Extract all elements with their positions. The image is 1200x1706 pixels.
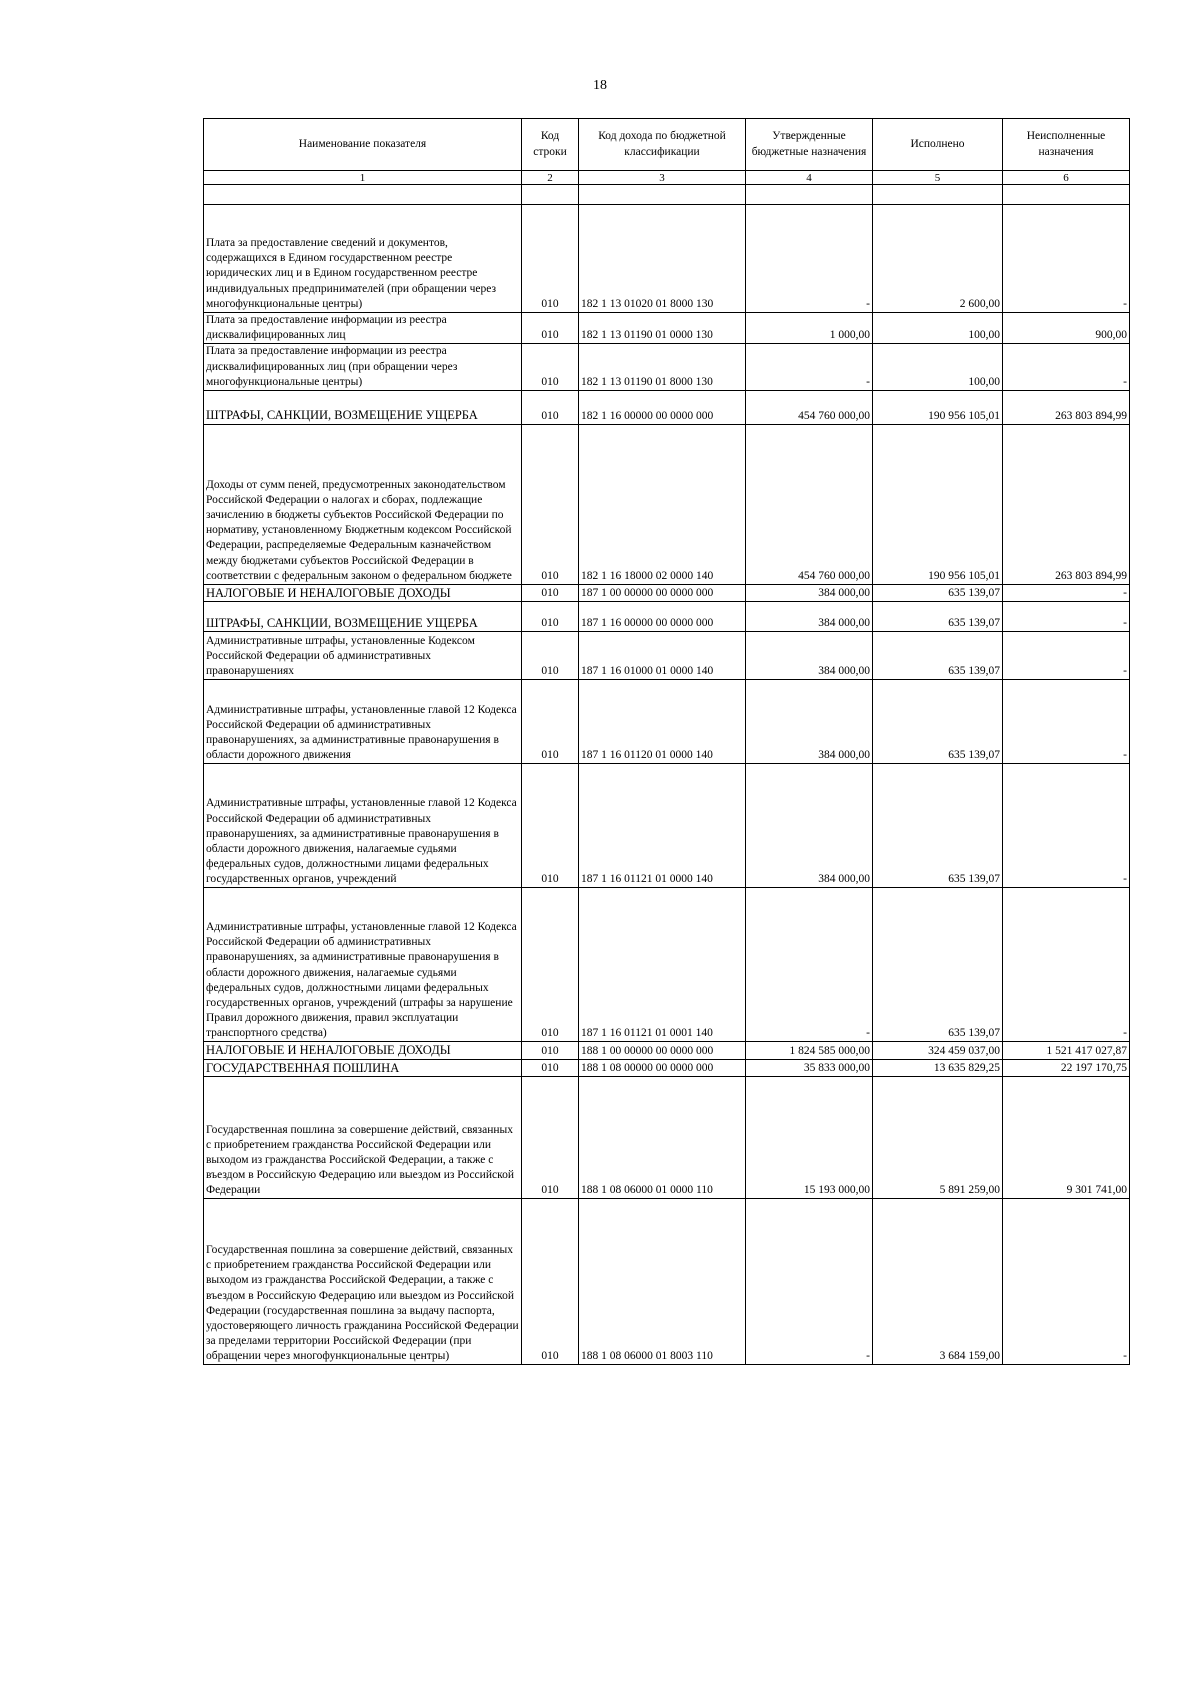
row-indicator-name: Административные штрафы, установленные Кодексом Российской Федерации об административных правонарушениях	[204, 632, 522, 680]
column-number: 2	[522, 171, 579, 185]
row-line-code: 010	[522, 1042, 579, 1060]
table-row	[204, 680, 1130, 764]
column-number: 3	[579, 171, 746, 185]
row-line-code: 010	[522, 764, 579, 888]
table-row	[204, 1042, 1130, 1060]
row-budget-code: 187 1 16 00000 00 0000 000	[579, 602, 746, 632]
row-executed: 190 956 105,01	[873, 424, 1003, 584]
row-executed: 5 891 259,00	[873, 1077, 1003, 1199]
column-number: 6	[1003, 171, 1130, 185]
table-row	[204, 888, 1130, 1042]
column-number: 5	[873, 171, 1003, 185]
row-approved: -	[746, 344, 873, 391]
row-approved: 384 000,00	[746, 680, 873, 764]
row-approved: 454 760 000,00	[746, 424, 873, 584]
header-line-code: Код строки	[522, 119, 579, 171]
row-indicator-name: Доходы от сумм пеней, предусмотренных законодательством Российской Федерации о налогах и сборах, подлежащие зачислению в бюджеты субъектов Российской Федерации по нормативу, установленному Бюджетным кодексом Российской Федерации, распределяемые Федеральным казначейством между бюджетами субъектов Российской Федерации в соответствии с федеральным законом о федеральном бюджете	[204, 424, 522, 584]
row-executed: 635 139,07	[873, 584, 1003, 602]
row-approved: 35 833 000,00	[746, 1059, 873, 1077]
row-executed: 635 139,07	[873, 764, 1003, 888]
row-approved: 384 000,00	[746, 632, 873, 680]
header-row	[204, 119, 1130, 171]
row-budget-code: 187 1 00 00000 00 0000 000	[579, 584, 746, 602]
row-approved: 1 824 585 000,00	[746, 1042, 873, 1060]
row-unexecuted: -	[1003, 888, 1130, 1042]
row-approved: 384 000,00	[746, 602, 873, 632]
row-approved: 384 000,00	[746, 584, 873, 602]
spacer-cell	[522, 185, 579, 205]
row-line-code: 010	[522, 584, 579, 602]
row-unexecuted: 263 803 894,99	[1003, 424, 1130, 584]
header-approved-assignments: Утвержденные бюджетные назначения	[746, 119, 873, 171]
row-indicator-name: ГОСУДАРСТВЕННАЯ ПОШЛИНА	[204, 1059, 522, 1077]
table-row	[204, 1077, 1130, 1199]
row-indicator-name: Плата за предоставление сведений и документов, содержащихся в Едином государственном реестре юридических лиц и в Едином государственном реестре индивидуальных предпринимателей (при обращении через многофункциональные центры)	[204, 205, 522, 313]
row-line-code: 010	[522, 680, 579, 764]
row-budget-code: 187 1 16 01121 01 0001 140	[579, 888, 746, 1042]
row-executed: 190 956 105,01	[873, 390, 1003, 424]
row-executed: 635 139,07	[873, 602, 1003, 632]
row-executed: 635 139,07	[873, 888, 1003, 1042]
row-budget-code: 187 1 16 01121 01 0000 140	[579, 764, 746, 888]
spacer-cell	[204, 185, 522, 205]
row-indicator-name: ШТРАФЫ, САНКЦИИ, ВОЗМЕЩЕНИЕ УЩЕРБА	[204, 602, 522, 632]
row-line-code: 010	[522, 602, 579, 632]
table-row	[204, 1199, 1130, 1365]
row-approved: -	[746, 1199, 873, 1365]
row-line-code: 010	[522, 1077, 579, 1199]
row-indicator-name: Государственная пошлина за совершение действий, связанных с приобретением гражданства Российской Федерации или выходом из гражданства Российской Федерации, а также с въездом в Российскую Федерацию или выездом из Российской Федерации (государственная пошлина за выдачу паспорта, удостоверяющего личность гражданина Российской Федерации за пределами территории Российской Федерации (при обращении через многофункциональные центры)	[204, 1199, 522, 1365]
row-executed: 2 600,00	[873, 205, 1003, 313]
row-approved: 384 000,00	[746, 764, 873, 888]
row-indicator-name: Административные штрафы, установленные главой 12 Кодекса Российской Федерации об административных правонарушениях, за административные правонарушения в области дорожного движения	[204, 680, 522, 764]
spacer-row	[204, 185, 1130, 205]
row-budget-code: 182 1 13 01190 01 8000 130	[579, 344, 746, 391]
row-executed: 13 635 829,25	[873, 1059, 1003, 1077]
row-line-code: 010	[522, 205, 579, 313]
row-indicator-name: НАЛОГОВЫЕ И НЕНАЛОГОВЫЕ ДОХОДЫ	[204, 1042, 522, 1060]
row-executed: 635 139,07	[873, 632, 1003, 680]
row-executed: 635 139,07	[873, 680, 1003, 764]
header-unexecuted-assignments: Неисполненные назначения	[1003, 119, 1130, 171]
row-unexecuted: -	[1003, 632, 1130, 680]
spacer-cell	[873, 185, 1003, 205]
page-number: 18	[593, 78, 607, 93]
header-budget-classification-code: Код дохода по бюджетной классификации	[579, 119, 746, 171]
row-approved: -	[746, 888, 873, 1042]
row-budget-code: 188 1 08 06000 01 8003 110	[579, 1199, 746, 1365]
budget-execution-table	[203, 118, 1130, 1365]
row-budget-code: 182 1 16 18000 02 0000 140	[579, 424, 746, 584]
table-row	[204, 764, 1130, 888]
row-unexecuted: 1 521 417 027,87	[1003, 1042, 1130, 1060]
row-executed: 100,00	[873, 344, 1003, 391]
row-unexecuted: -	[1003, 344, 1130, 391]
row-indicator-name: НАЛОГОВЫЕ И НЕНАЛОГОВЫЕ ДОХОДЫ	[204, 584, 522, 602]
row-approved: 1 000,00	[746, 313, 873, 344]
table-row	[204, 584, 1130, 602]
row-line-code: 010	[522, 888, 579, 1042]
row-budget-code: 182 1 16 00000 00 0000 000	[579, 390, 746, 424]
row-unexecuted: 263 803 894,99	[1003, 390, 1130, 424]
row-unexecuted: 22 197 170,75	[1003, 1059, 1130, 1077]
row-indicator-name: ШТРАФЫ, САНКЦИИ, ВОЗМЕЩЕНИЕ УЩЕРБА	[204, 390, 522, 424]
row-line-code: 010	[522, 344, 579, 391]
row-budget-code: 182 1 13 01190 01 0000 130	[579, 313, 746, 344]
row-executed: 3 684 159,00	[873, 1199, 1003, 1365]
row-line-code: 010	[522, 313, 579, 344]
row-unexecuted: -	[1003, 680, 1130, 764]
header-indicator-name: Наименование показателя	[204, 119, 522, 171]
row-budget-code: 187 1 16 01000 01 0000 140	[579, 632, 746, 680]
row-line-code: 010	[522, 632, 579, 680]
row-executed: 324 459 037,00	[873, 1042, 1003, 1060]
row-unexecuted: -	[1003, 602, 1130, 632]
table-row	[204, 602, 1130, 632]
row-approved: 15 193 000,00	[746, 1077, 873, 1199]
spacer-cell	[1003, 185, 1130, 205]
column-number: 4	[746, 171, 873, 185]
row-executed: 100,00	[873, 313, 1003, 344]
row-unexecuted: 900,00	[1003, 313, 1130, 344]
table-row	[204, 632, 1130, 680]
spacer-cell	[579, 185, 746, 205]
row-indicator-name: Административные штрафы, установленные главой 12 Кодекса Российской Федерации об административных правонарушениях, за административные правонарушения в области дорожного движения, налагаемые судьями федеральных судов, должностными лицами федеральных государственных органов, учреждений	[204, 764, 522, 888]
row-budget-code: 188 1 00 00000 00 0000 000	[579, 1042, 746, 1060]
spacer-cell	[746, 185, 873, 205]
column-number-row	[204, 171, 1130, 185]
row-unexecuted: -	[1003, 584, 1130, 602]
row-approved: 454 760 000,00	[746, 390, 873, 424]
row-unexecuted: -	[1003, 1199, 1130, 1365]
table-row	[204, 313, 1130, 344]
table-row	[204, 390, 1130, 424]
row-budget-code: 188 1 08 00000 00 0000 000	[579, 1059, 746, 1077]
row-indicator-name: Плата за предоставление информации из реестра дисквалифицированных лиц	[204, 313, 522, 344]
row-budget-code: 188 1 08 06000 01 0000 110	[579, 1077, 746, 1199]
row-unexecuted: 9 301 741,00	[1003, 1077, 1130, 1199]
row-indicator-name: Административные штрафы, установленные главой 12 Кодекса Российской Федерации об административных правонарушениях, за административные правонарушения в области дорожного движения, налагаемые судьями федеральных судов, должностными лицами федеральных государственных органов, учреждений (штрафы за нарушение Правил дорожного движения, правил эксплуатации транспортного средства)	[204, 888, 522, 1042]
column-number: 1	[204, 171, 522, 185]
header-executed: Исполнено	[873, 119, 1003, 171]
row-line-code: 010	[522, 1199, 579, 1365]
row-indicator-name: Плата за предоставление информации из реестра дисквалифицированных лиц (при обращении через многофункциональные центры)	[204, 344, 522, 391]
row-unexecuted: -	[1003, 764, 1130, 888]
row-approved: -	[746, 205, 873, 313]
table-row	[204, 424, 1130, 584]
row-budget-code: 182 1 13 01020 01 8000 130	[579, 205, 746, 313]
row-indicator-name: Государственная пошлина за совершение действий, связанных с приобретением гражданства Российской Федерации или выходом из гражданства Российской Федерации, а также с въездом в Российскую Федерацию или выездом из Российской Федерации	[204, 1077, 522, 1199]
row-unexecuted: -	[1003, 205, 1130, 313]
table-row	[204, 344, 1130, 391]
row-line-code: 010	[522, 424, 579, 584]
table-row	[204, 1059, 1130, 1077]
row-line-code: 010	[522, 390, 579, 424]
row-line-code: 010	[522, 1059, 579, 1077]
table-row	[204, 205, 1130, 313]
row-budget-code: 187 1 16 01120 01 0000 140	[579, 680, 746, 764]
